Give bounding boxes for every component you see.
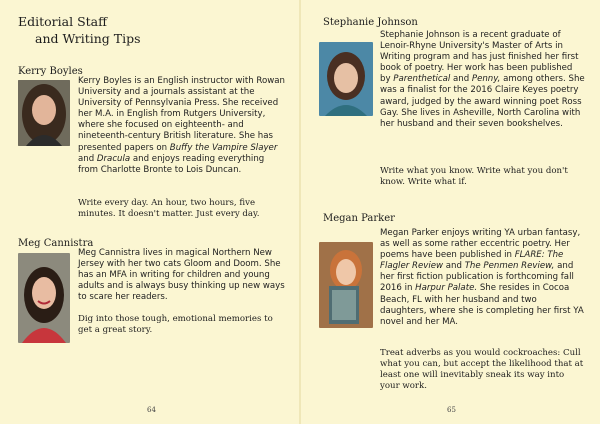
bio-stephanie-text-1: Stephanie Johnson is a recent graduate of Lenoir-Rhyne University's Master of Arts in Writing program and has just finished her first book of poetry. Her work has been published by (380, 30, 579, 85)
bio-stephanie-pub-1: Parenthetical (393, 74, 451, 85)
bio-kerry (78, 76, 286, 176)
bio-megan-text-2: and (443, 261, 465, 272)
bio-meg: Meg Cannistra lives in magical Northern New Jersey with her two cats Gloom and Doom. She has an MFA in writing for children and young adults and is always busy thinking up new ways to scare her readers. (78, 248, 285, 303)
tip-megan: Treat adverbs as you would cockroaches: Cull what you can, but accept the likelihood that at least one will inevitably sneak its way into your work. (380, 348, 584, 392)
bio-megan-pub-1: FLARE: The Flagler Review (380, 250, 564, 272)
bio-stephanie-pub-2: Penny, (471, 74, 501, 85)
right-page (300, 0, 600, 424)
bio-megan-text-3: and her first fiction publication is forthcoming fall 2016 in (380, 261, 574, 294)
photo-kerry-boyles (18, 80, 70, 146)
heading-line-1: Editorial Staff (18, 14, 107, 29)
bio-megan-text-4: She resides in Cocoa Beach, FL with her husband and two daughters, where she is completing her first YA novel and her MA. (380, 283, 584, 327)
page-number-left: 64 (147, 406, 156, 414)
bio-megan (380, 228, 585, 328)
tip-kerry: Write every day. An hour, two hours, five minutes. It doesn't matter. Just every day. (78, 198, 260, 220)
bio-kerry-text-2: and (78, 153, 97, 164)
photo-meg-cannistra (18, 253, 70, 343)
contributor-name-stephanie: Stephanie Johnson (323, 17, 418, 28)
bio-megan-pub-2: The Penmen Review, (464, 261, 555, 272)
tip-stephanie: Write what you know. Write what you don't know. Write what if. (380, 166, 568, 188)
contributor-name-kerry: Kerry Boyles (18, 66, 83, 77)
photo-stephanie-johnson (319, 42, 373, 116)
bio-stephanie (380, 30, 585, 130)
bio-stephanie-text-3: among others. She was a finalist for the 2016 Claire Keyes poetry award, judged by the award winning poet Ross Gay. She lives in Asheville, North Carolina with her husband and their seven bookshelves. (380, 74, 585, 129)
page-number-right: 65 (447, 406, 456, 414)
contributor-name-meg: Meg Cannistra (18, 238, 94, 249)
bio-kerry-text-1: Kerry Boyles is an English instructor with Rowan University and a journals assistant at the University of Pennsylvania Press. She received her M.A. in English from Rutgers University, where she focused on eighteenth- and nineteenth-century British literature. She has presented papers on (78, 76, 285, 153)
photo-megan-parker (319, 242, 373, 328)
tip-meg: Dig into those tough, emotional memories to get a great story. (78, 314, 273, 336)
contributor-name-megan: Megan Parker (323, 213, 395, 224)
bio-megan-text-1: Megan Parker enjoys writing YA urban fantasy, as well as some rather eccentric poetry. Her poems have been published in (380, 228, 581, 261)
bio-stephanie-text-2: and (450, 74, 472, 85)
section-heading (18, 13, 141, 47)
bio-kerry-text-3: and enjoys reading everything from Charlotte Bronte to Lois Duncan. (78, 153, 265, 175)
bio-kerry-title-1: Buffy the Vampire Slayer (169, 142, 278, 153)
bio-kerry-title-2: Dracula (96, 153, 131, 164)
heading-line-2: and Writing Tips (35, 31, 141, 46)
bio-megan-pub-3: Harpur Palate. (415, 283, 478, 294)
